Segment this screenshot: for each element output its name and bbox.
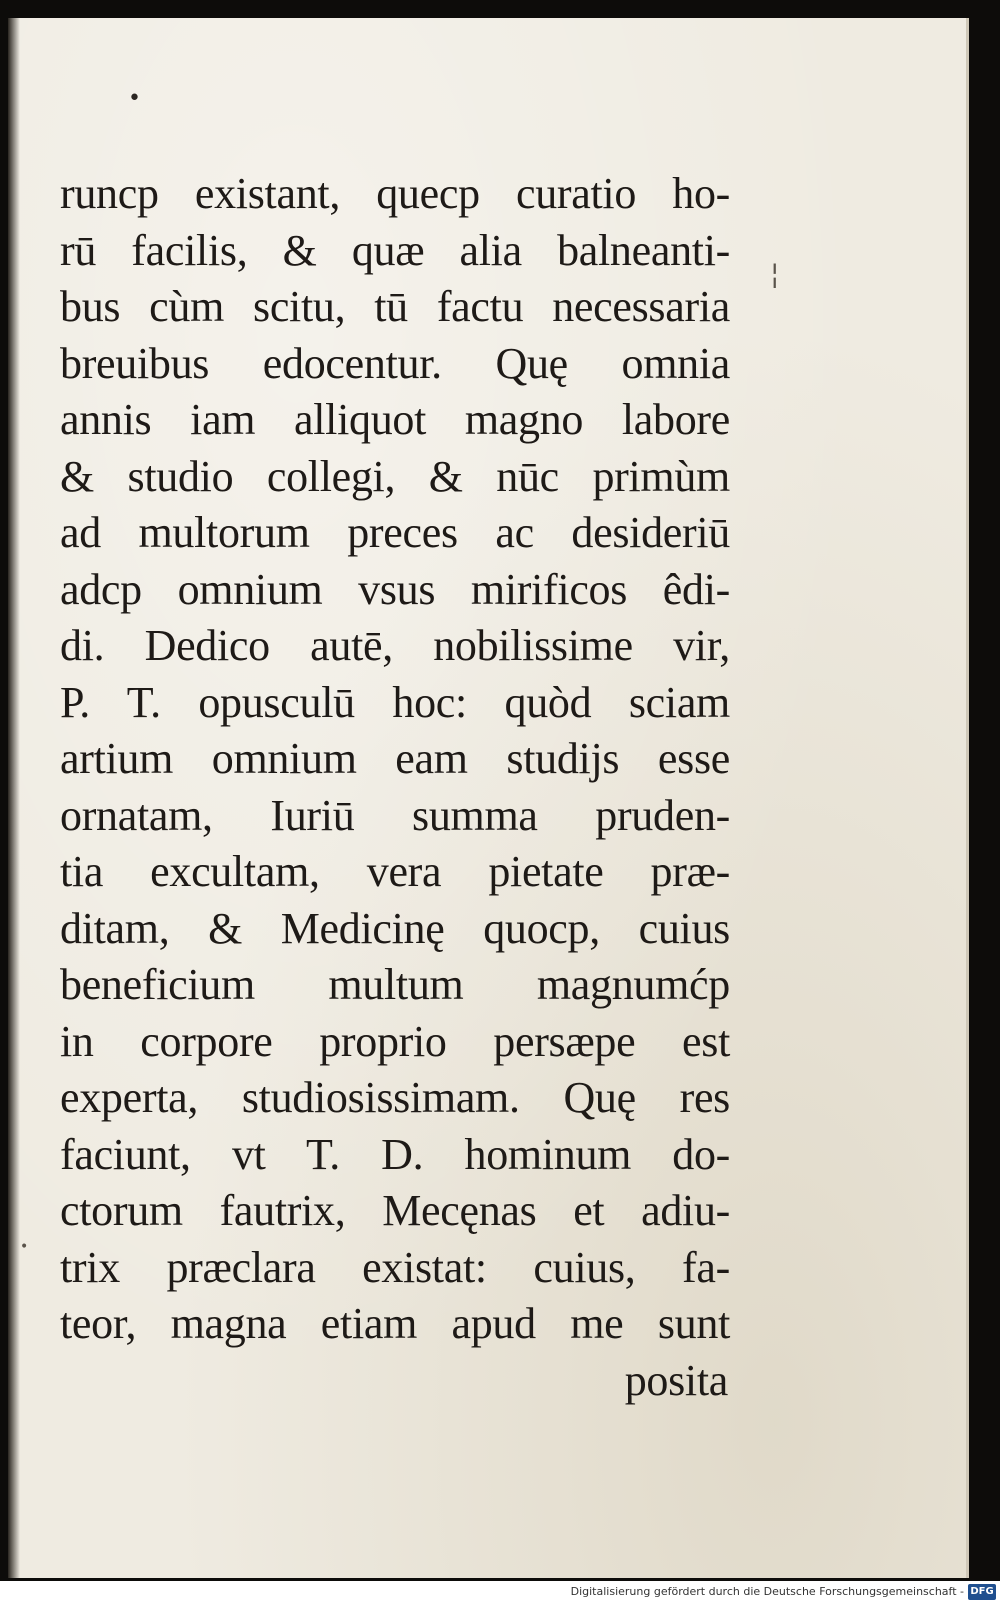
book-page [8,18,969,1578]
text-line: beneficium multum magnumćp [60,960,730,1009]
text-line: ctorum fautrix, Mecęnas et adiu- [60,1186,730,1235]
text-line: di. Dedico autē, nobilissime vir, [60,621,730,670]
ink-dot-mark: • [128,86,141,111]
text-line: ad multorum preces ac desideriū [60,508,730,557]
text-line: ditam, & Medicinę quocp, cuius [60,903,730,953]
margin-rule-mark: ¦ [770,257,780,290]
text-line: teor, magna etiam apud me sunt [60,1299,730,1348]
text-line: tia excultam, vera pietate præ- [60,847,730,896]
text-line: faciunt, vt T. D. hominum do- [60,1129,730,1179]
page-gutter-shadow [8,18,20,1578]
text-line: breuibus edocentur. Quę omnia [60,338,730,388]
text-line: adcp omnium vsus mirificos êdi- [60,564,730,614]
dfg-logo: DFG [968,1584,996,1600]
digitization-footer [0,1581,1000,1604]
catchword: posita [624,1355,728,1405]
text-line: bus cùm scitu, tū factu necessaria [60,282,730,331]
text-block [60,166,730,1409]
text-line: P. T. opusculū hoc: quòd sciam [60,677,730,727]
text-line: artium omnium eam studijs esse [60,734,730,783]
text-line: experta, studiosissimam. Quę res [60,1073,730,1122]
footer-credit-text: Digitalisierung gefördert durch die Deutsche Forschungsgemeinschaft - [570,1585,964,1598]
text-line: & studio collegi, & nūc primùm [60,451,730,501]
text-line: ornatam, Iuriū summa pruden- [60,790,730,840]
text-line: trix præclara existat: cuius, fa- [60,1242,730,1292]
text-line: in corpore proprio persæpe est [60,1016,730,1066]
text-line: runcp existant, quecp curatio ho- [60,169,730,218]
text-line: rū facilis, & quæ alia balneanti- [60,225,730,275]
text-line: annis iam alliquot magno labore [60,395,730,444]
ink-speck-mark: • [20,1239,29,1255]
